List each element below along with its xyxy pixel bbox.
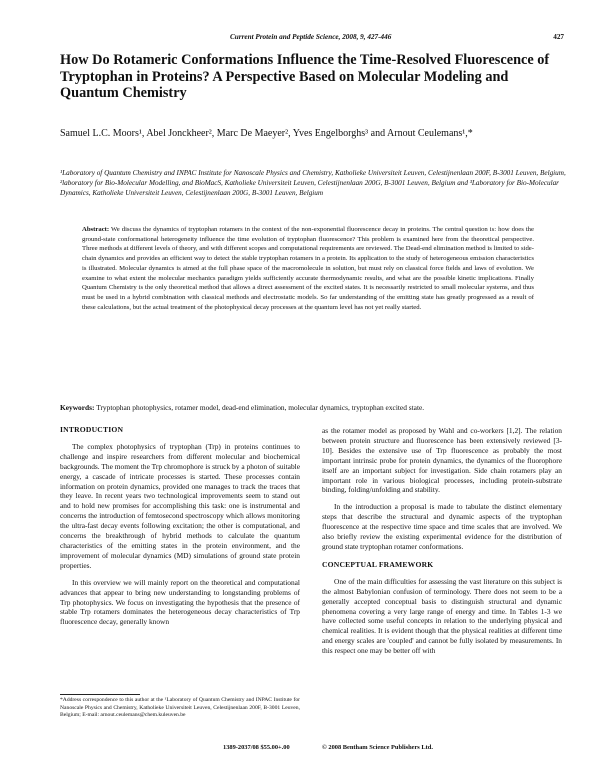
keywords-text: Tryptophan photophysics, rotamer model, dead-end elimination, molecular dynamics, tryptophan excited state. xyxy=(96,403,425,412)
intro-paragraph-2: In this overview we will mainly report on the theoretical and computational advances that appear to bring new understanding to longstanding problems of Trp photophysics. We focus on investigating the hypothesis that the presence of stable Trp rotamers dominates the heterogeneous decay characteristics of Trp fluorescence decay, generally known xyxy=(60,577,300,627)
running-header xyxy=(0,33,600,47)
issn-price: 1389-2037/08 $55.00+.00 xyxy=(223,744,290,751)
copyright-notice: © 2008 Bentham Science Publishers Ltd. xyxy=(322,744,433,751)
page-number: 427 xyxy=(553,33,564,41)
intro-paragraph-1: The complex photophysics of tryptophan (Trp) in proteins continues to challenge and inspire researchers from different molecular and biochemical backgrounds. The moment the Trp chromophore is struck by a photon of suitable energy, a cascade of intricate processes is started. These processes contain information on protein dynamics, provided one manages to track the traces that they leave. In recent years two technological improvements seem to stand out and to hold new promises for accomplishing this task: one is instrumental and concerns the introduction of femtosecond spectroscopy which allows monitoring the ultra-fast decay events following excitation; the other is computational, and concerns the breakthrough of hybrid methods to calculate the quantum characteristics of the emitting states in the protein environment, and the improvement of molecular dynamics (MD) simulations of ground state protein properties. xyxy=(60,441,300,570)
framework-paragraph-1: One of the main difficulties for assessing the vast literature on this subject is the almost Babylonian confusion of terminology. There does not seem to be a generally accepted conceptual basis to distinguish structural and dynamic phenomena covering a very large range of energy and time. In Tables 1-3 we have collected some useful concepts in relation to the underlying physical and chemical realities. It is evident though that the physical realities at different time and energy scales are 'coupled' and cannot be fully isolated by measurements. In this respect one may be better off with xyxy=(322,576,562,656)
journal-citation: Current Protein and Peptide Science, 2008, 9, 427-446 xyxy=(230,33,392,41)
section-heading-conceptual-framework: CONCEPTUAL FRAMEWORK xyxy=(322,559,434,569)
correspondence-footnote: *Address correspondence to this author at the ¹Laboratory of Quantum Chemistry and INPAC Institute for Nanoscale Physics and Chemistry, Katholieke Universiteit Leuven, Celestijnenlaan 200F, B-3001 Leuven, Belgium; E-mail: arnout.ceulemans@chem.kuleuven.be xyxy=(60,697,300,719)
abstract-text: We discuss the dynamics of tryptophan rotamers in the context of the non-exponential fluorescence decay in proteins. The central question is: how does the ground-state conformational heterogeneity influence the time evolution of tryptophan fluorescence? This problem is examined here from the theoretical perspective. Three methods at different levels of theory, and with different scopes and computational requirements are reviewed. The Dead-end elimination method is limited to side-chain dynamics and provides an efficient way to detect the stable tryptophan rotamers in a protein. Its application to the study of heterogeneous emission characteristics is illustrated. Molecular dynamics is aimed at the full phase space of the macromolecule in solution, but must rely on classical force fields and laws of evolution. We examine to what extent the molecular mechanics paradigm yields sufficiently accurate thermodynamic results, and what are the possible kinetic implications. Finally Quantum Chemistry is the only theoretical method that allows a direct assessment of the excited states. It is necessarily restricted to small molecular systems, and thus must be used in a hybrid combination with classical methods and electrostatic models. So far understanding of the emitting state has greatly progressed as a result of these calculations, but the actual treatment of the photophysical decay processes at the quantum level has not yet really started. xyxy=(82,226,534,311)
affiliations: ¹Laboratory of Quantum Chemistry and INPAC Institute for Nanoscale Physics and Chemistry, Katholieke Universiteit Leuven, Celestijnenlaan 200F, B-3001 Leuven, Belgium, ²laboratory for Bio-Molecular Modelling, and BioMacS, Katholieke Universiteit Leuven, Celestijnenlaan 200G, B-3001 Leuven, Belgium and ³Laboratory for Bio-Molecular Dynamics, Katholieke Universiteit Leuven, Celestijnenlaan 200G, B-3001 Leuven, Belgium xyxy=(60,169,566,198)
right-paragraph-1: as the rotamer model as proposed by Wahl and co-workers [1,2]. The relation between protein structure and fluorescence has been extensively reviewed [3-10]. Besides the extensive use of Trp fluorescence as probably the most important intrinsic probe for protein dynamics, the dynamics of the fluorophore itself are an important subject for investigation. Side chain rotamers play an important role in various biological processes, including protein-substrate binding, folding/unfolding and stability. xyxy=(322,426,562,495)
keywords-label: Keywords: xyxy=(60,403,95,412)
abstract-label: Abstract: xyxy=(82,226,110,233)
abstract xyxy=(82,225,534,312)
author-list: Samuel L.C. Moors¹, Abel Jonckheer², Marc De Maeyer², Yves Engelborghs³ and Arnout Ceulemans¹,* xyxy=(60,128,473,139)
right-paragraph-2: In the introduction a proposal is made to tabulate the distinct elementary steps that describe the structural and dynamic aspects of the tryptophan fluorescence at the respective time space and time scales that are involved. We also briefly review the existing experimental evidence for the distribution of ground state tryptophan rotamer conformations. xyxy=(322,502,562,551)
footnote-divider xyxy=(60,694,140,695)
article-title: How Do Rotameric Conformations Influence the Time-Resolved Fluorescence of Tryptophan in Proteins? A Perspective Based on Molecular Modeling and Quantum Chemistry xyxy=(60,52,550,101)
section-heading-introduction: INTRODUCTION xyxy=(60,425,124,434)
left-column xyxy=(60,425,300,634)
keywords xyxy=(60,403,580,413)
right-column xyxy=(322,426,562,663)
